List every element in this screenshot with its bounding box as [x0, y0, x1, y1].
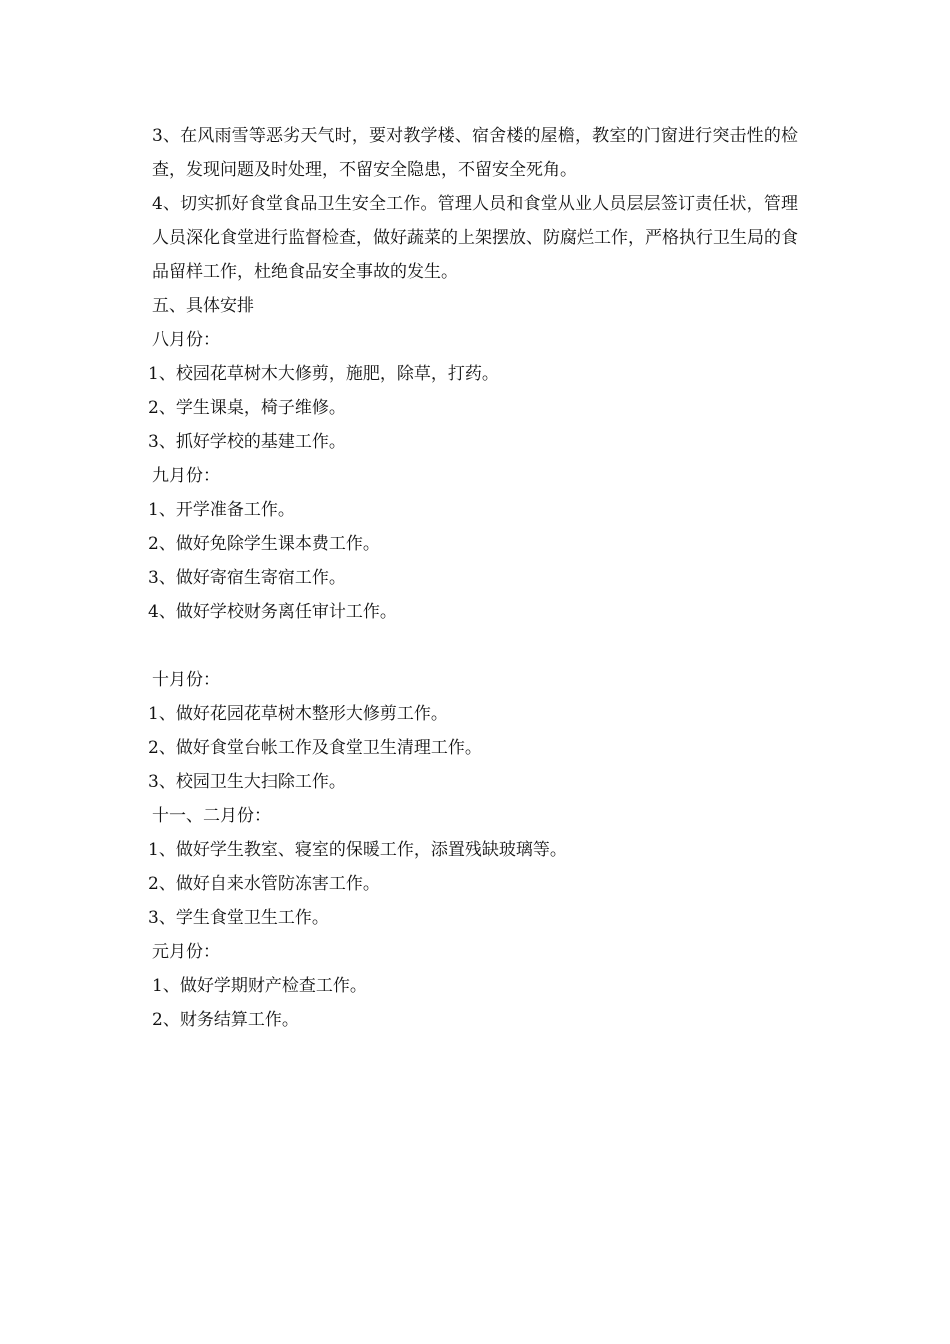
list-item: 3、校园卫生大扫除工作。 [148, 772, 346, 792]
document-body [148, 119, 798, 1037]
paragraph-weather-inspection: 3、在风雨雪等恶劣天气时，要对教学楼、宿舍楼的屋檐，教室的门窗进行突击性的检查，发现问题及时处理，不留安全隐患，不留安全死角。 [152, 126, 798, 180]
list-item: 1、开学准备工作。 [148, 500, 295, 520]
list-item: 2、做好食堂台帐工作及食堂卫生清理工作。 [148, 738, 482, 758]
month-title-october: 十月份： [152, 670, 220, 690]
list-item: 2、做好自来水管防冻害工作。 [148, 874, 380, 894]
list-item: 1、做好花园花草树木整形大修剪工作。 [148, 704, 448, 724]
list-item: 4、做好学校财务离任审计工作。 [148, 602, 397, 622]
list-item: 1、校园花草树木大修剪，施肥，除草，打药。 [148, 364, 499, 384]
month-title-january: 元月份： [152, 942, 220, 962]
blank-line [148, 629, 798, 663]
list-item: 3、学生食堂卫生工作。 [148, 908, 329, 928]
paragraph-canteen-safety: 4、切实抓好食堂食品卫生安全工作。管理人员和食堂从业人员层层签订责任状，管理人员深化食堂进行监督检查，做好蔬菜的上架摆放、防腐烂工作，严格执行卫生局的食品留样工作，杜绝食品安全事故的发生。 [152, 194, 798, 282]
list-item: 3、抓好学校的基建工作。 [148, 432, 346, 452]
month-title-september: 九月份： [152, 466, 220, 486]
list-item: 3、做好寄宿生寄宿工作。 [148, 568, 346, 588]
list-item: 2、做好免除学生课本费工作。 [148, 534, 380, 554]
list-item: 2、财务结算工作。 [152, 1010, 299, 1030]
month-title-nov-dec: 十一、二月份： [152, 806, 271, 826]
list-item: 2、学生课桌，椅子维修。 [148, 398, 346, 418]
list-item: 1、做好学期财产检查工作。 [152, 976, 367, 996]
month-title-august: 八月份： [152, 330, 220, 350]
list-item: 1、做好学生教室、寝室的保暖工作，添置残缺玻璃等。 [148, 840, 567, 860]
section-heading-schedule: 五、具体安排 [152, 296, 254, 316]
